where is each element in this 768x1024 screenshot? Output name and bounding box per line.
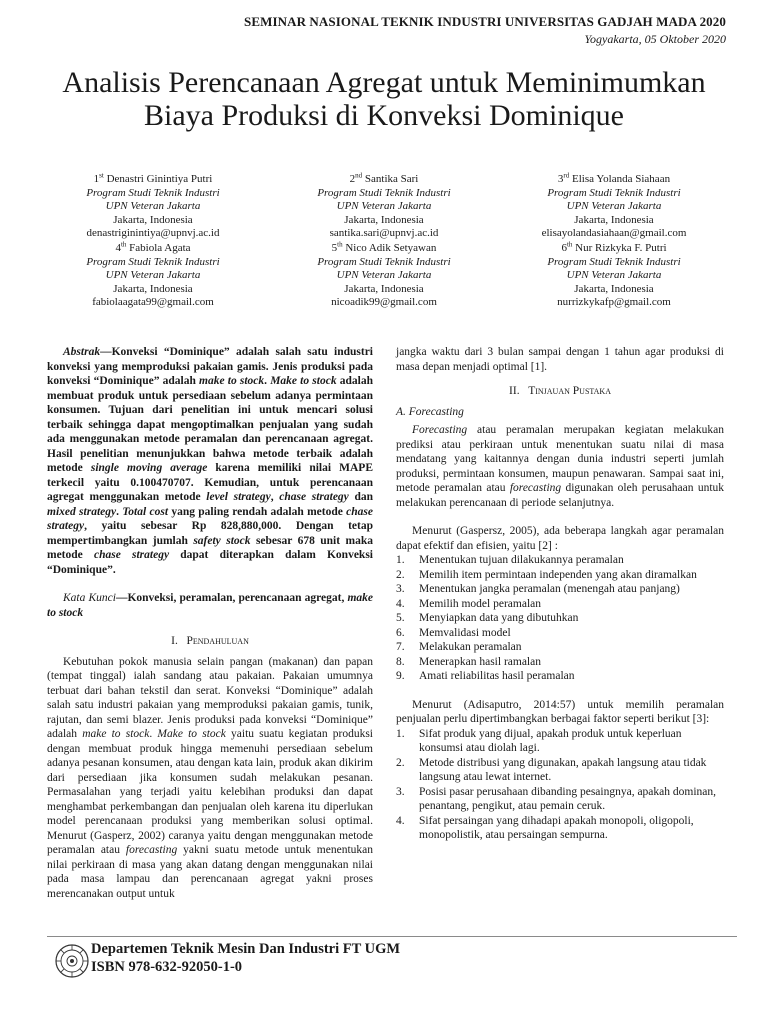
abstract: Abstrak—Konveksi “Dominique” adalah salah satu industri konveksi yang memproduksi pakaian gamis. Jenis produksi pada konveksi “Dominique” adalah make to stock. Make to stock adalah membuat produk untuk persediaan sebelum adanya permintaan konsumen. Tujuan dari penelitian ini untuk mencari solusi terbaik sehingga dapat mengoptimalkan penjualan yang sudah ada menggunakan metode peramalan dan perencanaan agregat. Hasil penelitian menunjukkan bahwa metode terbaik adalah metode single moving average karena memiliki nilai MAPE terkecil yaitu 0.100470707. Kemudian, untuk perencanaan agregat menggunakan metode level strategy, chase strategy dan mixed strategy. Total cost yang paling rendah adalah metode chase strategy, yaitu sebesar Rp 828,880,000. Dengan tetap mempertimbangkan jumlah safety stock sebesar 678 unit maka metode chase strategy dapat diterapkan dalam Konveksi “Dominique”. [47,346,374,576]
keywords: Kata Kunci—Konveksi, peramalan, perencanaan agregat, make to stock [47,592,373,619]
section-heading-2: II. Tinjauan Pustaka [509,385,611,397]
location-date: Yogyakarta, 05 Oktober 2020 [584,32,726,46]
sales-factors-list [396,727,724,843]
list-item: 2. Memilih item permintaan independen yang akan diramalkan [396,568,697,581]
author-program: Program Studi Teknik Industri [547,255,681,268]
author-city: Jakarta, Indonesia [574,282,654,295]
list-item: 7. Melakukan peramalan [396,641,522,653]
footer-department: Departemen Teknik Mesin Dan Industri FT UGM [91,941,401,957]
list-item: 8. Menerapkan hasil ramalan [396,655,541,668]
author-city: Jakarta, Indonesia [113,213,193,226]
author-city: Jakarta, Indonesia [344,213,424,226]
author-university: UPN Veteran Jakarta [566,200,662,212]
author-email[interactable]: santika.sari@upnvj.ac.id [329,227,439,239]
list-item: 4. Memilih model peramalan [396,597,541,610]
author-program: Program Studi Teknik Industri [547,186,681,199]
author-university: UPN Veteran Jakarta [336,269,432,281]
author-program: Program Studi Teknik Industri [86,186,220,199]
author-email[interactable]: nicoadik99@gmail.com [331,296,437,308]
title-line-1: Analisis Perencanaan Agregat untuk Meminimumkan [62,66,706,99]
author-4: 4th Fabiola Agata Program Studi Teknik Industri UPN Veteran Jakarta Jakarta, Indonesia fabiolaagata99@gmail.com [33,242,273,310]
list-item: 3. Posisi pasar perusahaan dibanding pesaingnya, apakah dominan, penantang, pengikut, atau pemain ceruk. [396,785,717,812]
author-name: Nico Adik Setyawan [345,242,437,254]
forecasting-paragraph: Forecasting atau peramalan merupakan kegiatan melakukan prediksi atau perkiraan untuk menentukan suatu nilai di masa mendatang yang kaitannya dengan dunia industri seperti jumlah produksi, permintaan konsumen, maupun penawaran. Sampai saat ini, metode peramalan atau forecasting digunakan oleh perusahaan untuk melakukan perencanaan di periode selanjutnya. [396,424,725,509]
page-footer [47,936,737,983]
list-item: 1. Sifat produk yang dijual, apakah produk untuk keperluan konsumsi atau diolah lagi. [396,727,682,754]
author-name: Santika Sari [364,173,419,185]
paper-title [30,66,738,132]
author-university: UPN Veteran Jakarta [566,269,662,281]
author-city: Jakarta, Indonesia [574,213,654,226]
author-2: 2nd Santika Sari Program Studi Teknik Industri UPN Veteran Jakarta Jakarta, Indonesia santika.sari@upnvj.ac.id [264,173,504,241]
author-program: Program Studi Teknik Industri [317,186,451,199]
author-program: Program Studi Teknik Industri [317,255,451,268]
continued-paragraph: jangka waktu dari 3 bulan sampai dengan 1 tahun agar produksi di masa depan menjadi optimal [1]. [396,346,724,373]
author-1: 1st Denastri Ginintiya Putri Program Studi Teknik Industri UPN Veteran Jakarta Jakarta, Indonesia denastriginintiya@upnvj.ac.id [33,173,273,241]
author-program: Program Studi Teknik Industri [86,255,220,268]
footer-isbn: ISBN 978-632-92050-1-0 [91,959,243,975]
right-column [396,345,724,843]
author-name: Denastri Ginintiya Putri [106,173,213,185]
conference-header: SEMINAR NASIONAL TEKNIK INDUSTRI UNIVERSITAS GADJAH MADA 2020 [243,14,726,29]
list-item: 4. Sifat persaingan yang dihadapi apakah monopoli, oligopoli, monopolistik, atau persaingan sempurna. [396,814,694,841]
list-item: 1. Menentukan tujuan dilakukannya peramalan [396,554,624,566]
author-5: 5th Nico Adik Setyawan Program Studi Teknik Industri UPN Veteran Jakarta Jakarta, Indonesia nicoadik99@gmail.com [264,242,504,310]
list-item: 6. Memvalidasi model [396,626,511,639]
list-item: 9. Amati reliabilitas hasil peramalan [396,670,575,682]
author-email[interactable]: nurrizkykafp@gmail.com [557,296,671,308]
author-3: 3rd Elisa Yolanda Siahaan Program Studi Teknik Industri UPN Veteran Jakarta Jakarta, Indonesia elisayolandasiahaan@gmail.com [494,173,734,241]
list-item: 5. Menyiapkan data yang dibutuhkan [396,612,579,624]
author-university: UPN Veteran Jakarta [105,200,201,212]
adisaputro-paragraph: Menurut (Adisaputro, 2014:57) untuk memilih peramalan penjualan perlu dipertimbangkan berbagai faktor seperti berikut [3]: [396,698,724,725]
author-6: 6th Nur Rizkyka F. Putri Program Studi Teknik Industri UPN Veteran Jakarta Jakarta, Indonesia nurrizkykafp@gmail.com [494,242,734,310]
section-heading-1: I. Pendahuluan [171,635,249,647]
list-item: 2. Metode distribusi yang digunakan, apakah langsung atau tidak langsung atau lewat internet. [396,756,707,783]
author-university: UPN Veteran Jakarta [105,269,201,281]
author-name: Nur Rizkyka F. Putri [575,242,667,254]
list-item: 3. Menentukan jangka peramalan (menengah atau panjang) [396,583,680,595]
author-city: Jakarta, Indonesia [344,282,424,295]
ugm-seal-icon [55,944,89,978]
author-university: UPN Veteran Jakarta [336,200,432,212]
intro-paragraph: Kebutuhan pokok manusia selain pangan (makanan) dan papan (tempat tinggal) ialah sandang atau pakaian. Pakaian umumnya terbuat dari bahan tekstil dan serat. Konveksi “Dominique” adalah salah satu industri pakaian yang memproduksi pakaian gamis, tunik, rajutan, dan semi blazer. Jenis produksi pada konveksi “Dominique” adalah make to stock. Make to stock yaitu suatu kegiatan produksi dengan membuat produk hingga memenuhi persediaan sebelum adanya pesanan konsumen, atau dengan kata lain, produk akan dikirim dari persediaan jika konsumen sudah melakukan pesanan. Permasalahan yang terjadi yaitu kelebihan produksi dan dapat menghambat perkembangan dan penjualan oleh karena itu diperlukan model perencanaan produksi yang memberikan solusi optimal. Menurut (Gasperz, 2002) caranya yaitu dengan menggunakan metode peramalan atau forecasting yakni suatu metode untuk menentukan nilai perkiraan di masa yang akan datang dengan menggunakan nilai pada masa lampau dan perencanaan agregat yakni proses merencanakan output untuk [47,655,373,900]
gaspersz-paragraph: Menurut (Gaspersz, 2005), ada beberapa langkah agar peramalan dapat efektif dan efisien, yaitu [2] : [396,525,724,552]
title-line-2: Biaya Produksi di Konveksi Dominique [144,99,624,132]
author-email[interactable]: fabiolaagata99@gmail.com [92,296,214,308]
author-email[interactable]: denastriginintiya@upnvj.ac.id [86,227,220,239]
forecast-steps-list [396,553,724,684]
author-name: Elisa Yolanda Siahaan [572,173,671,185]
subsection-forecasting: A. Forecasting [396,405,464,418]
left-column [47,345,373,901]
author-city: Jakarta, Indonesia [113,282,193,295]
author-name: Fabiola Agata [129,242,191,254]
author-email[interactable]: elisayolandasiahaan@gmail.com [541,227,687,239]
